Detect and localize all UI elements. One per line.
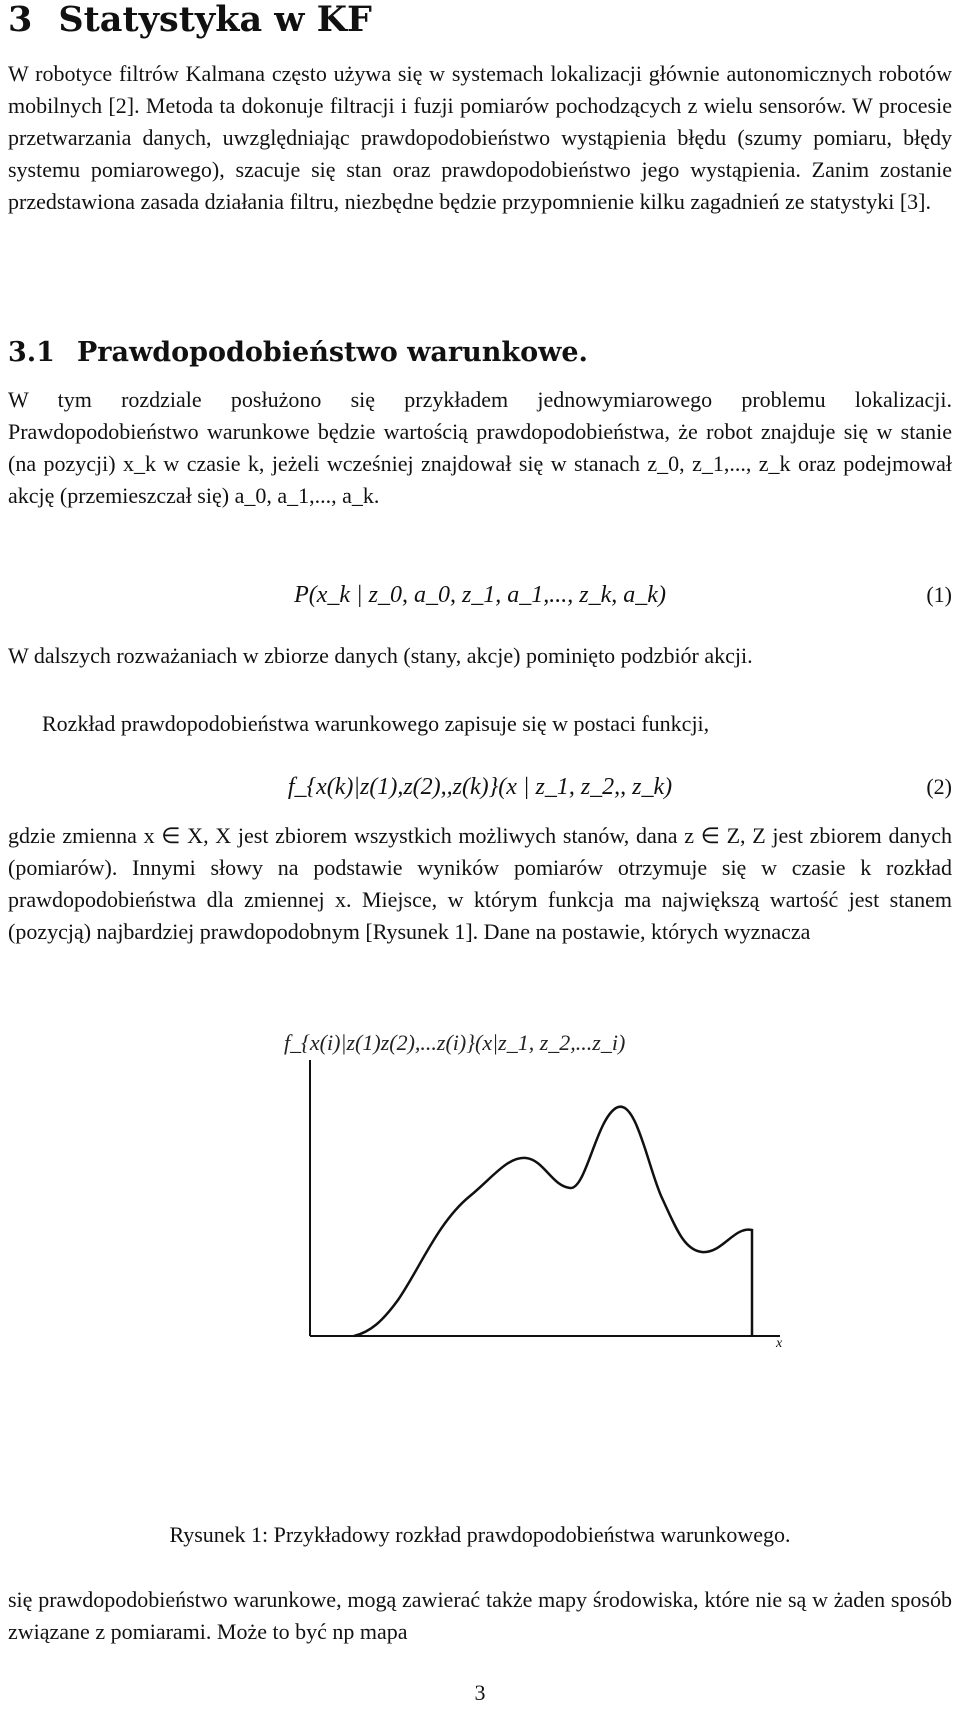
subsection-title: Prawdopodobieństwo warunkowe.: [76, 337, 588, 368]
page-number: 3: [474, 1680, 486, 1705]
paragraph-conditional-probability: W tym rozdziale posłużono się przykładem jednowymiarowego problemu lokalizacji. Prawdopodobieństwo warunkowe będzie wartością prawdopodobieństwa, że robot znajduje się w stanie (na pozycji) x_k w czasie k, jeżeli wcześniej znajdował się w stanach z_0, z_1,..., z_k oraz podejmował akcję (przemieszczał się) a_0, a_1,..., a_k.: [8, 387, 952, 508]
equation-2-body: f_{x(k)|z(1),z(2),,z(k)}(x | z_1, z_2,, z_k): [287, 774, 673, 800]
subsection-heading: [8, 336, 588, 370]
subsection-number: 3.1: [8, 337, 55, 368]
figure-1: [270, 1030, 800, 1370]
figure-x-label: x: [776, 1336, 783, 1351]
section-title: Statystyka w KF: [58, 0, 372, 40]
equation-2: [8, 770, 952, 810]
figure-y-label: f_{x(i)|z(1)z(2),...z(i)}(x|z_1, z_2,...z_i): [284, 1030, 626, 1055]
paragraph-maps: się prawdopodobieństwo warunkowe, mogą zawierać także mapy środowiska, które nie są w żaden sposób związane z pomiarami. Może to być np mapa: [8, 1587, 952, 1644]
equation-1: [8, 578, 952, 618]
equation-2-number: (2): [926, 774, 952, 799]
paragraph-intro: W robotyce filtrów Kalmana często używa się w systemach lokalizacji głównie autonomicznych robotów mobilnych [2]. Metoda ta dokonuje filtracji i fuzji pomiarów pochodzących z wielu sensorów. W procesie przetwarzania danych, uwzględniając prawdopodobieństwo wystąpienia błędu (szumy pomiaru, błędy systemu pomiarowego), szacuje się stan oraz prawdopodobieństwo jego wystąpienia. Zanim zostanie przedstawiona zasada działania filtru, niezbędne będzie przypomnienie kilku zagadnień ze statystyki [3].: [8, 61, 952, 214]
paragraph-variables: gdzie zmienna x ∈ X, X jest zbiorem wszystkich możliwych stanów, dana z ∈ Z, Z jest zbiorem danych (pomiarów). Innymi słowy na podstawie wyników pomiarów otrzymuje się w czasie k rozkład prawdopodobieństwa dla zmiennej x. Miejsce, w którym funkcja ma największą wartość jest stanem (pozycją) najbardziej prawdopodobnym [Rysunek 1]. Dane na postawie, których wyznacza: [8, 823, 952, 944]
paragraph-subset: W dalszych rozważaniach w zbiorze danych (stany, akcje) pominięto podzbiór akcji.: [8, 643, 753, 668]
distribution-curve: [354, 1107, 752, 1336]
distribution-plot: [270, 1030, 800, 1370]
section-heading: [8, 0, 372, 40]
section-number: 3: [8, 0, 33, 40]
figure-caption: Rysunek 1: Przykładowy rozkład prawdopodobieństwa warunkowego.: [169, 1522, 791, 1547]
equation-1-number: (1): [926, 582, 952, 607]
equation-1-body: P(x_k | z_0, a_0, z_1, a_1,..., z_k, a_k): [294, 582, 666, 608]
paragraph-distribution: Rozkład prawdopodobieństwa warunkowego zapisuje się w postaci funkcji,: [42, 711, 710, 736]
